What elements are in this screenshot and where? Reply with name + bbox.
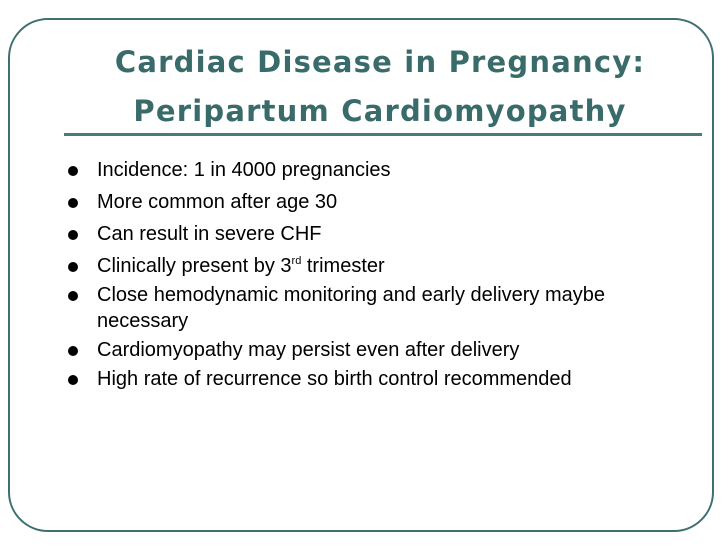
bullet-dot-icon <box>68 198 78 208</box>
bullet-item <box>44 186 664 218</box>
bullet-item <box>44 366 664 392</box>
bullet-text: More common after age 30 <box>97 191 338 213</box>
bullet-item <box>44 250 664 282</box>
bullet-list <box>44 154 664 392</box>
bullet-text: Can result in severe CHF <box>97 223 322 245</box>
bullet-text: High rate of recurrence so birth control recommended <box>97 368 572 390</box>
bullet-item <box>44 282 664 334</box>
bullet-dot-icon <box>68 346 78 356</box>
title-line-1: Cardiac Disease in Pregnancy: <box>114 45 646 79</box>
bullet-text: Incidence: 1 in 4000 pregnancies <box>97 159 391 181</box>
bullet-text: Cardiomyopathy may persist even after delivery <box>97 339 520 361</box>
bullet-text-post: trimester <box>301 255 385 277</box>
slide-title <box>60 38 700 136</box>
bullet-item <box>44 218 664 250</box>
bullet-dot-icon <box>68 262 78 272</box>
bullet-dot-icon <box>68 230 78 240</box>
bullet-item <box>44 154 664 186</box>
bullet-item <box>44 334 664 366</box>
bullet-dot-icon <box>68 375 78 385</box>
bullet-dot-icon <box>68 291 78 301</box>
ordinal-superscript: rd <box>291 255 302 267</box>
bullet-dot-icon <box>68 166 78 176</box>
bullet-text-pre: Clinically present by 3 <box>97 255 292 277</box>
bullet-text: Close hemodynamic monitoring and early delivery maybe necessary <box>97 284 606 332</box>
bullet-text <box>97 255 385 277</box>
title-divider <box>64 133 702 136</box>
title-line-2: Peripartum Cardiomyopathy <box>133 94 627 128</box>
